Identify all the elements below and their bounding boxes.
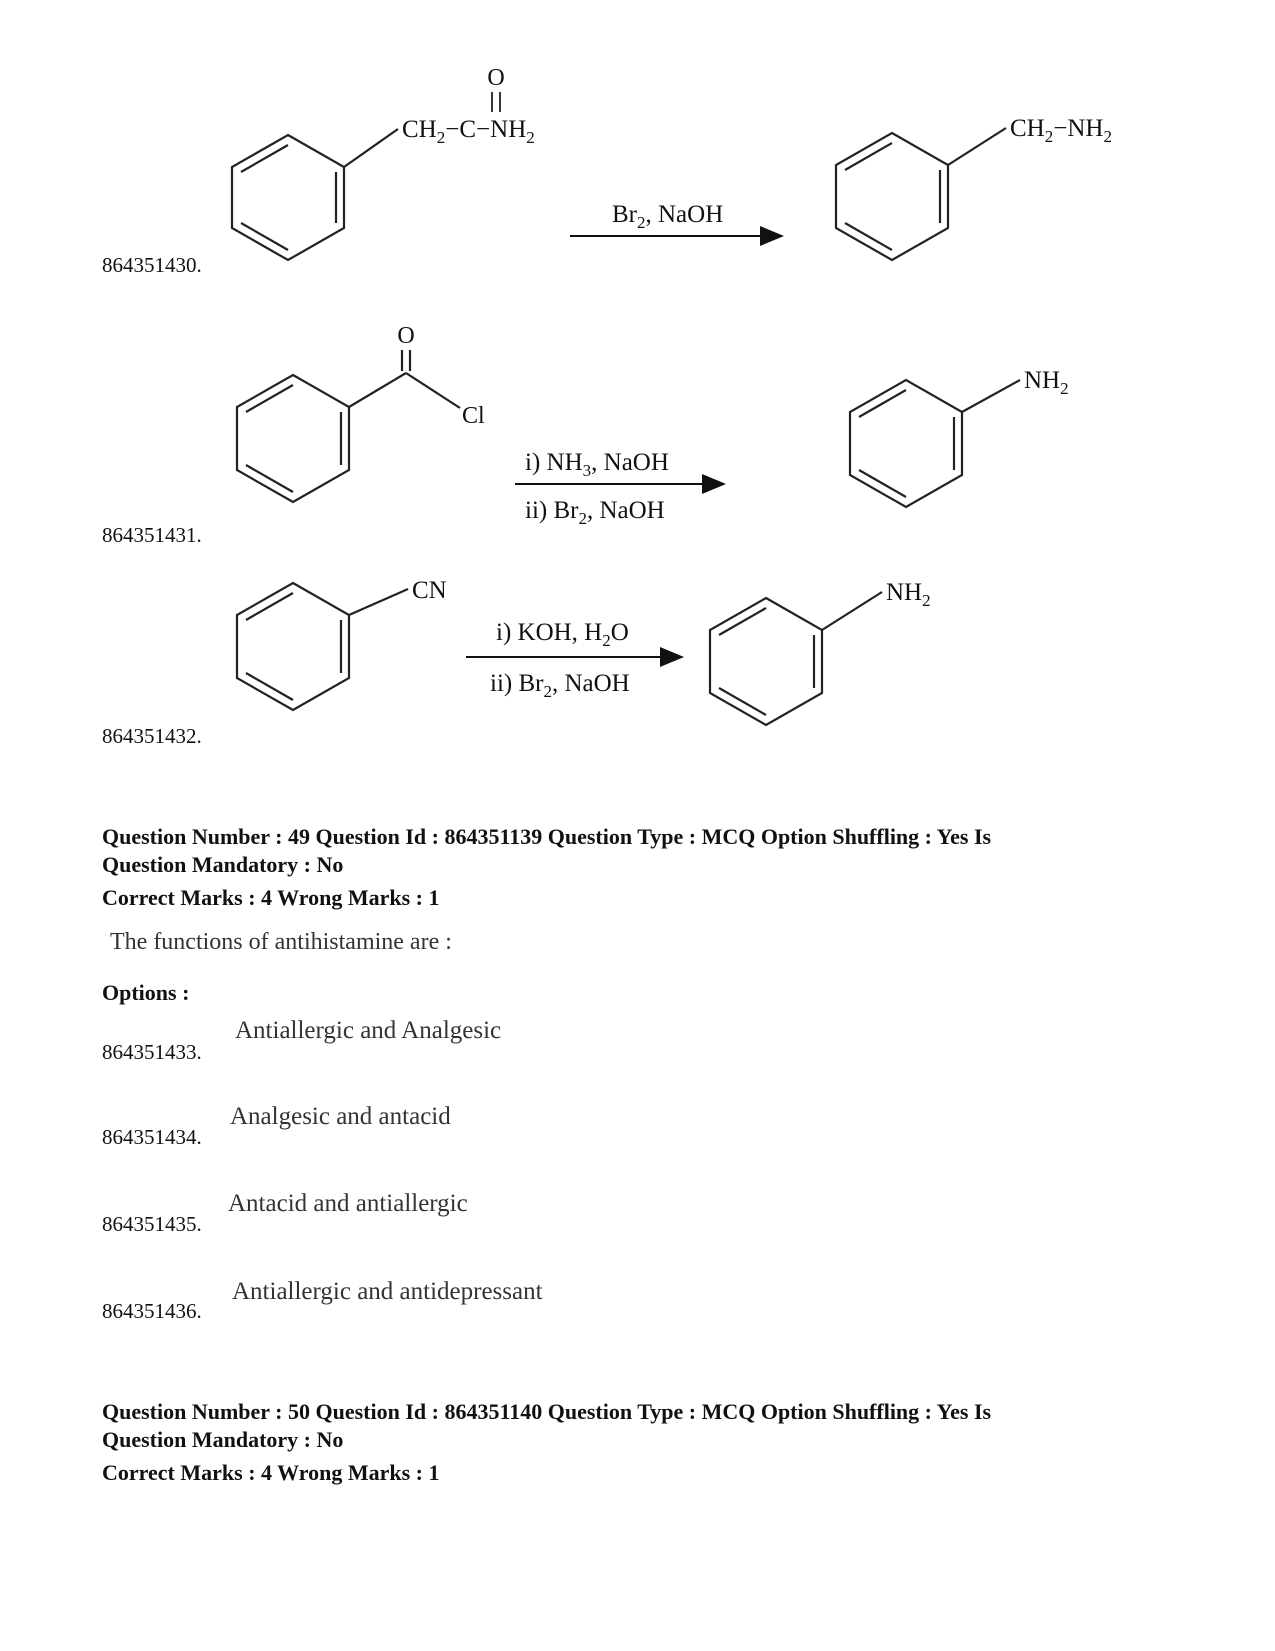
- product-2-amino-group: $NH_2$: [1024, 367, 1069, 398]
- reaction-3: [237, 577, 931, 725]
- reactant-1-side-chain: $CH_2-C-NH_2$: [402, 116, 535, 147]
- reaction-1-reagent: $Br_2$, NaOH: [612, 201, 724, 232]
- question-49-header-line-1: Question Number : 49 Question Id : 864351139 Question Type : MCQ Option Shuffling : Yes Is: [102, 824, 992, 849]
- option-id-864351435: 864351435.: [102, 1212, 202, 1236]
- reaction-3-reagent-line-2: ii) $Br_2$, NaOH: [490, 670, 630, 701]
- product-3-amino-group: $NH_2$: [886, 579, 931, 610]
- reactant-2-chlorine: Cl: [462, 403, 485, 429]
- option-text-864351436[interactable]: Antiallergic and antidepressant: [232, 1278, 543, 1305]
- reaction-2-reagent-line-1: i) $NH_3$, NaOH: [525, 449, 669, 480]
- question-50-header-line-1: Question Number : 50 Question Id : 864351140 Question Type : MCQ Option Shuffling : Yes Is: [102, 1399, 992, 1424]
- benzene-ring-reactant-2: [237, 350, 460, 502]
- question-49-text: The functions of antihistamine are :: [110, 929, 452, 955]
- reaction-3-reagent-line-1: i) KOH, $H_2O$: [496, 619, 629, 650]
- option-id-864351430: 864351430.: [102, 253, 202, 277]
- option-text-864351433[interactable]: Antiallergic and Analgesic: [235, 1017, 502, 1044]
- option-text-864351434[interactable]: Analgesic and antacid: [230, 1103, 451, 1130]
- reactant-1-oxygen: O: [487, 65, 505, 91]
- reaction-schemes: [0, 0, 1275, 760]
- reaction-2: [237, 323, 1069, 528]
- reactant-2-oxygen: O: [397, 323, 415, 349]
- reactant-3-nitrile-group: CN: [412, 577, 447, 604]
- option-id-864351434: 864351434.: [102, 1125, 202, 1149]
- option-id-864351436: 864351436.: [102, 1299, 202, 1323]
- benzene-ring-product-2: [850, 380, 1020, 507]
- question-49-marks: Correct Marks : 4 Wrong Marks : 1: [102, 885, 440, 910]
- reaction-2-reagent-line-2: ii) $Br_2$, NaOH: [525, 497, 665, 528]
- option-text-864351435[interactable]: Antacid and antiallergic: [228, 1190, 468, 1217]
- question-50-marks: Correct Marks : 4 Wrong Marks : 1: [102, 1460, 440, 1485]
- option-id-864351432: 864351432.: [102, 724, 202, 748]
- benzene-ring-reactant-3: [237, 583, 408, 710]
- carbonyl-double-bond: [492, 92, 500, 112]
- benzene-ring-product-3: [710, 592, 882, 725]
- product-1-side-chain: $CH_2-NH_2$: [1010, 115, 1112, 146]
- question-50-header-line-2: Question Mandatory : No: [102, 1427, 344, 1452]
- question-50-header: [102, 1398, 1182, 1487]
- question-49-header: [102, 823, 1182, 912]
- benzene-ring-reactant-1: [232, 129, 398, 260]
- benzene-ring-product-1: [836, 128, 1006, 260]
- question-49-header-line-2: Question Mandatory : No: [102, 852, 344, 877]
- reaction-1: [232, 65, 1112, 260]
- option-id-864351433: 864351433.: [102, 1040, 202, 1064]
- question-49-options-label: Options :: [102, 980, 190, 1005]
- option-id-864351431: 864351431.: [102, 523, 202, 547]
